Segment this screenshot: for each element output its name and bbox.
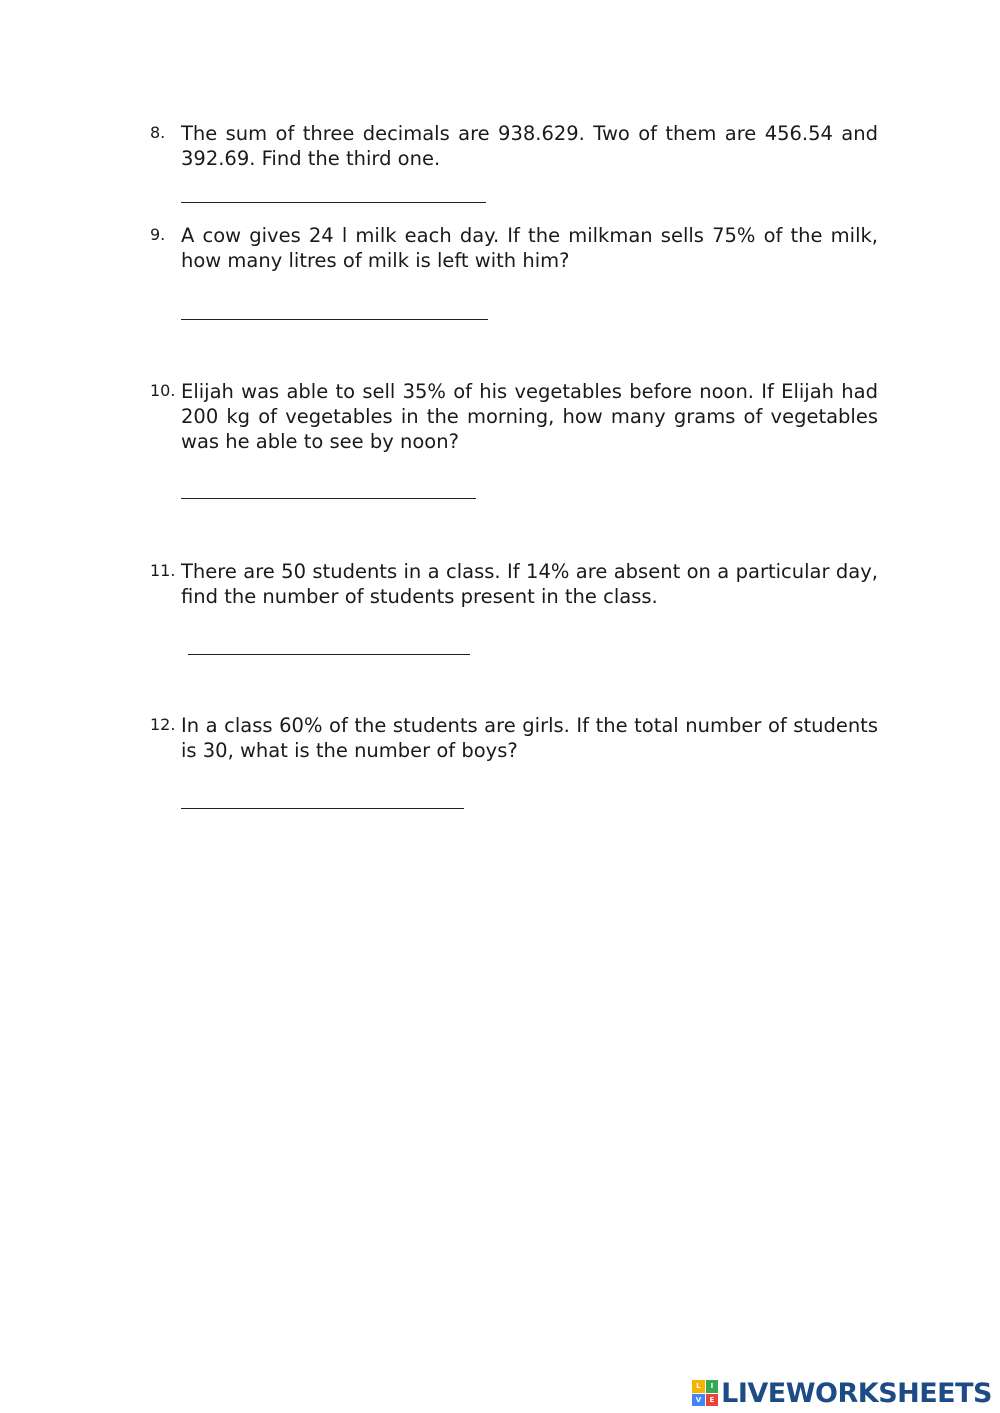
question-number: 8. [150, 123, 166, 142]
question-text: A cow gives 24 l milk each day. If the milkman sells 75% of the milk, how many litres of milk is left with him? [181, 224, 878, 272]
liveworksheets-logo-icon [692, 1380, 718, 1406]
brand-name: LIVEWORKSHEETS [721, 1377, 992, 1409]
question-12 [150, 713, 878, 763]
liveworksheets-logo [692, 1376, 992, 1410]
question-number: 10. [150, 381, 176, 400]
logo-tile: E [706, 1394, 719, 1407]
answer-field-11[interactable] [188, 654, 470, 655]
answer-field-10[interactable] [181, 498, 476, 499]
question-8 [150, 121, 878, 171]
answer-field-12[interactable] [181, 808, 464, 809]
question-text: Elijah was able to sell 35% of his vegetables before noon. If Elijah had 200 kg of vegetables in the morning, how many grams of vegetables was he able to see by noon? [181, 380, 878, 453]
answer-field-8[interactable] [181, 202, 486, 203]
question-number: 12. [150, 715, 176, 734]
question-number: 9. [150, 225, 166, 244]
question-number: 11. [150, 561, 176, 580]
question-text: In a class 60% of the students are girls. If the total number of students is 30, what is the number of boys? [181, 714, 878, 762]
question-11 [150, 559, 878, 609]
question-text: The sum of three decimals are 938.629. Two of them are 456.54 and 392.69. Find the third one. [181, 122, 878, 170]
question-9 [150, 223, 878, 273]
question-text: There are 50 students in a class. If 14% are absent on a particular day, find the number of students present in the class. [181, 560, 878, 608]
logo-tile: V [692, 1394, 705, 1407]
answer-field-9[interactable] [181, 319, 488, 320]
logo-tile: I [706, 1380, 719, 1393]
logo-tile: L [692, 1380, 705, 1393]
question-10 [150, 379, 878, 454]
